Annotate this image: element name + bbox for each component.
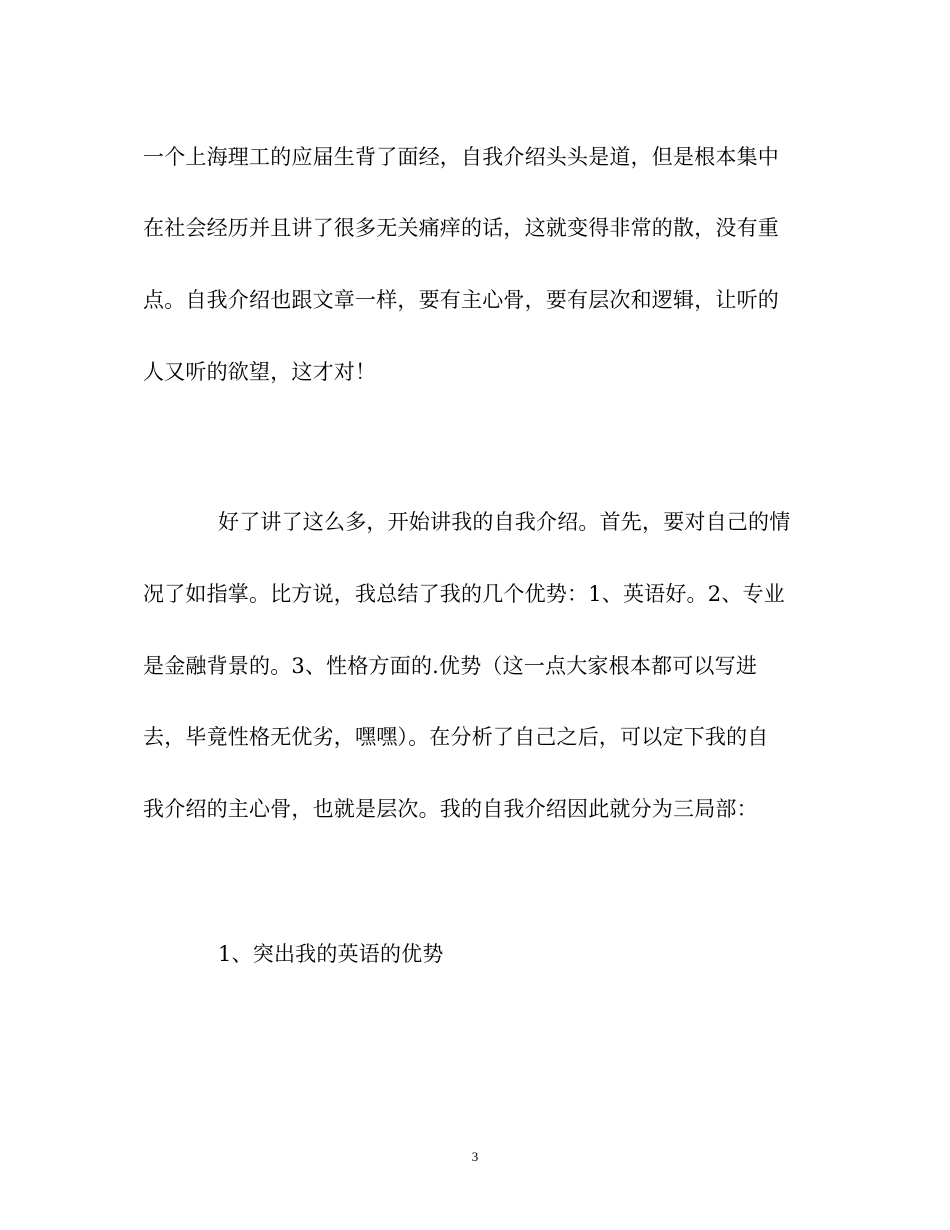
paragraph-line: 好了讲了这么多，开始讲我的自我介绍。首先，要对自己的情: [218, 510, 791, 534]
paragraph-line: 点。自我介绍也跟文章一样，要有主心骨，要有层次和逻辑，让听的: [143, 288, 779, 312]
list-item-heading: 1、突出我的英语的优势: [218, 942, 444, 966]
paragraph-line: 况了如指掌。比方说，我总结了我的几个优势：1、英语好。2、专业: [143, 582, 785, 606]
paragraph-line: 在社会经历并且讲了很多无关痛痒的话，这就变得非常的散，没有重: [143, 216, 779, 240]
paragraph-line: 是金融背景的。3、性格方面的.优势（这一点大家根本都可以写进: [143, 654, 758, 678]
paragraph-line: 我介绍的主心骨，也就是层次。我的自我介绍因此就分为三局部：: [143, 797, 758, 821]
paragraph-line: 人又听的欲望，这才对！: [143, 360, 377, 384]
page-number: 3: [471, 1149, 479, 1164]
paragraph-line: 一个上海理工的应届生背了面经，自我介绍头头是道，但是根本集中: [143, 145, 779, 169]
paragraph-line: 去，毕竟性格无优劣，嘿嘿）。在分析了自己之后，可以定下我的自: [143, 725, 769, 749]
